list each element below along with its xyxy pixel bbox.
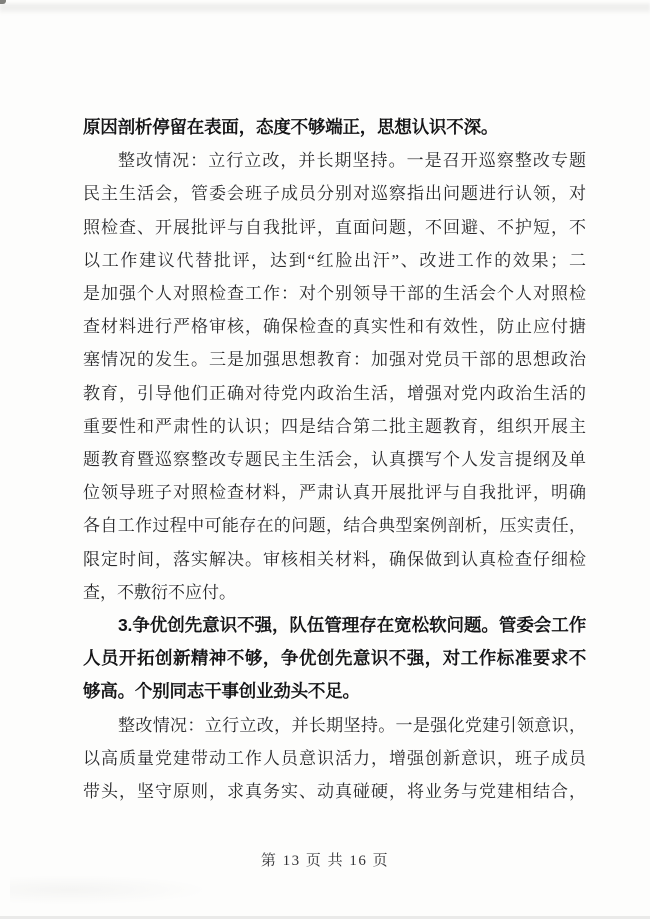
text-line: 以高质量党建带动工作人员意识活力，增强创新意识，班子成员 bbox=[83, 748, 586, 768]
text-line: 塞情况的发生。三是加强思想教育：加强对党员干部的思想政治 bbox=[83, 350, 586, 370]
text-line: 整改情况：立行立改，并长期坚持。一是强化党建引领意识， bbox=[118, 715, 586, 735]
text-line: 题教育暨巡察整改专题民主生活会，认真撰写个人发言提纲及单 bbox=[83, 450, 586, 470]
text-line: 人员开拓创新精神不够，争优创先意识不强，对工作标准要求不 bbox=[83, 648, 586, 669]
text-line: 限定时间，落实解决。审核相关材料，确保做到认真检查仔细检 bbox=[83, 549, 586, 569]
text-line: 带头，坚守原则，求真务实、动真碰硬，将业务与党建相结合， bbox=[83, 782, 586, 802]
page-number-label: 第 13 页 共 16 页 bbox=[260, 853, 390, 869]
text-line: 是加强个人对照检查工作：对个别领导干部的生活会个人对照检 bbox=[83, 284, 586, 304]
scan-artifact-top bbox=[0, 3, 650, 14]
scan-artifact-smudge bbox=[10, 875, 210, 905]
text-line: 教育，引导他们正确对待党内政治生活，增强对党内政治生活的 bbox=[83, 383, 586, 403]
text-line: 查材料进行严格审核，确保检查的真实性和有效性，防止应付搪 bbox=[83, 317, 586, 337]
text-line: 以工作建议代替批评，达到“红脸出汗”、改进工作的效果；二 bbox=[83, 250, 586, 270]
text-line: 民主生活会，管委会班子成员分别对巡察指出问题进行认领，对 bbox=[83, 184, 586, 204]
text-line: 位领导班子对照检查材料，严肃认真开展批评与自我批评，明确 bbox=[83, 483, 586, 503]
text-line: 查，不敷衍不应付。 bbox=[83, 582, 236, 602]
text-line: 整改情况：立行立改，并长期坚持。一是召开巡察整改专题 bbox=[118, 151, 586, 171]
page-footer bbox=[0, 849, 650, 870]
document-body bbox=[83, 111, 586, 808]
text-line: 3.争优创先意识不强，队伍管理存在宽松软问题。管委会工作 bbox=[118, 615, 586, 636]
text-line: 原因剖析停留在表面，态度不够端正，思想认识不深。 bbox=[83, 117, 499, 137]
text-line: 够高。个别同志干事创业劲头不足。 bbox=[83, 681, 360, 702]
text-line: 照检查、开展批评与自我批评，直面问题，不回避、不护短，不 bbox=[83, 217, 586, 237]
heading-continuation bbox=[83, 111, 586, 144]
text-line: 各自工作过程中可能存在的问题，结合典型案例剖析，压实责任， bbox=[83, 516, 586, 536]
rectification-paragraph-1 bbox=[83, 144, 586, 609]
rectification-paragraph-2 bbox=[83, 709, 586, 809]
problem-3-heading bbox=[83, 609, 586, 709]
text-line: 重要性和严肃性的认识；四是结合第二批主题教育，组织开展主 bbox=[83, 416, 586, 436]
